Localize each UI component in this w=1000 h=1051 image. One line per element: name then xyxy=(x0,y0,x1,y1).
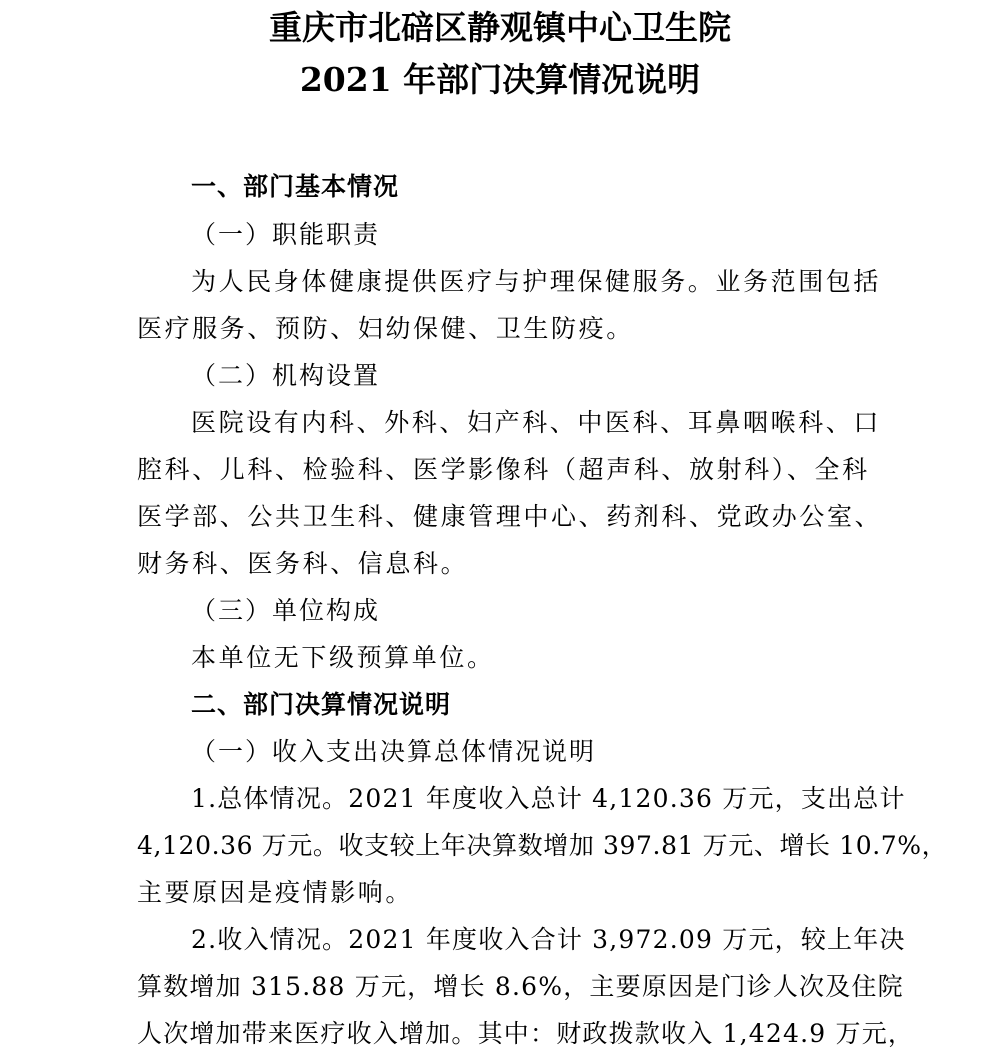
paragraph-line: 为人民身体健康提供医疗与护理保健服务。业务范围包括 xyxy=(191,267,882,296)
paragraph-line: 医疗服务、预防、妇幼保健、卫生防疫。 xyxy=(137,314,634,343)
paragraph-line: 腔科、儿科、检验科、医学影像科（超声科、放射科）、全科 xyxy=(137,455,870,484)
paragraph-line: 2.收入情况。2021 年度收入合计 3,972.09 万元，较上年决 xyxy=(191,925,906,954)
section-heading-1: 一、部门基本情况 xyxy=(191,172,400,201)
section-heading-2: 二、部门决算情况说明 xyxy=(191,690,452,719)
paragraph-line: 财务科、医务科、信息科。 xyxy=(137,549,469,578)
subsection-heading-organization: （二）机构设置 xyxy=(191,361,381,390)
subsection-heading-composition: （三）单位构成 xyxy=(191,596,381,625)
paragraph-line: 4,120.36 万元。收支较上年决算数增加 397.81 万元、增长 10.7%， xyxy=(137,831,948,860)
paragraph-line: 医院设有内科、外科、妇产科、中医科、耳鼻咽喉科、口 xyxy=(191,408,882,437)
subsection-heading-functions: （一）职能职责 xyxy=(191,220,381,249)
document-title-line-2: 2021 年部门决算情况说明 xyxy=(299,60,701,99)
subsection-heading-income-expense: （一）收入支出决算总体情况说明 xyxy=(191,737,597,766)
paragraph-line: 主要原因是疫情影响。 xyxy=(137,878,414,907)
paragraph-line: 1.总体情况。2021 年度收入总计 4,120.36 万元，支出总计 xyxy=(191,784,906,813)
paragraph-line: 算数增加 315.88 万元，增长 8.6%，主要原因是门诊人次及住院 xyxy=(137,972,904,1001)
paragraph-line: 人次增加带来医疗收入增加。其中：财政拨款收入 1,424.9 万元， xyxy=(137,1019,915,1048)
paragraph-line: 医学部、公共卫生科、健康管理中心、药剂科、党政办公室、 xyxy=(137,502,883,531)
paragraph-line: 本单位无下级预算单位。 xyxy=(191,643,495,672)
document-title-line-1: 重庆市北碚区静观镇中心卫生院 xyxy=(269,8,731,47)
